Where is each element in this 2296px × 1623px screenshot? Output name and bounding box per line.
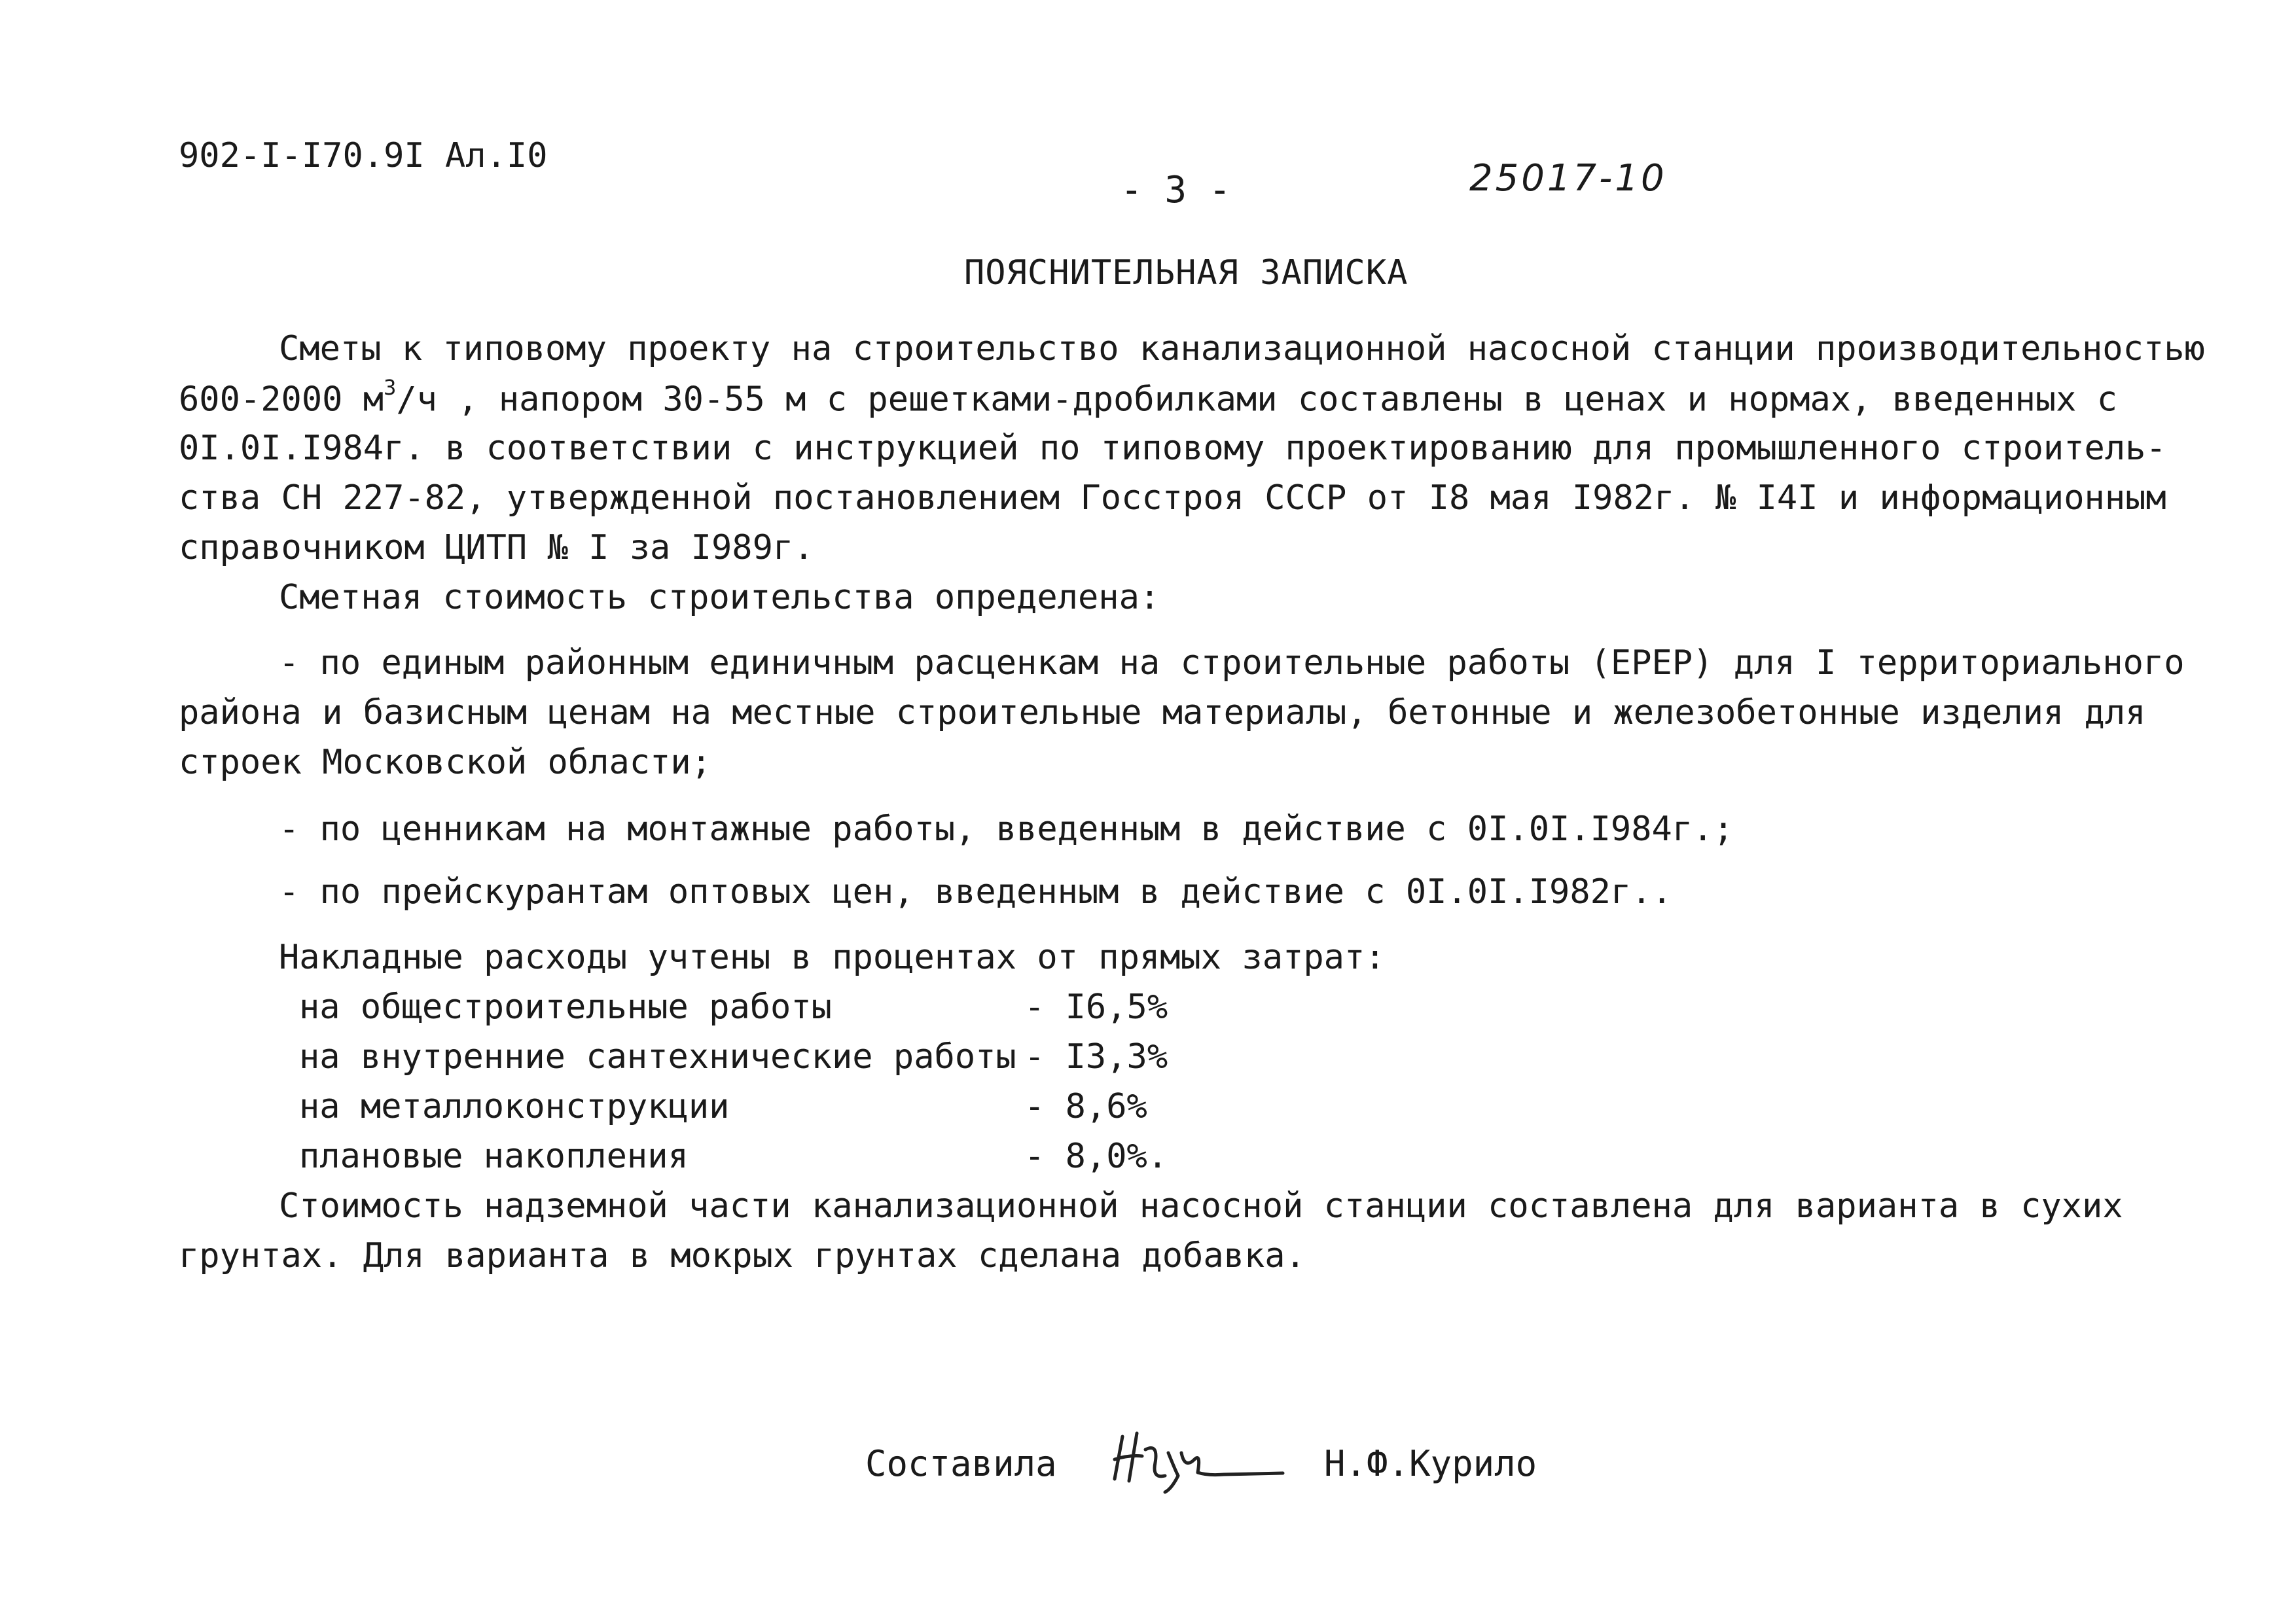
document-code: 902-I-I70.9I Ал.I0: [179, 136, 548, 175]
paragraph1-line3: 0I.0I.I984г. в соответствии с инструкцией по типовому проектированию для промышленного строитель-: [179, 429, 2166, 468]
paragraph1-line2-part2: /ч , напором 30-55 м с решетками-дробилками составлены в ценах и нормах, введенных с: [396, 380, 2118, 419]
signature-label: Составила: [865, 1443, 1057, 1484]
bullet2: - по ценникам на монтажные работы, введенным в действие с 0I.0I.I984г.;: [279, 810, 1734, 849]
overhead-item-label: на общестроительные работы: [299, 988, 832, 1027]
closing-line1: Стоимость надземной части канализационной насосной станции составлена для варианта в сухих: [279, 1186, 2123, 1226]
overhead-intro: Накладные расходы учтены в процентах от прямых затрат:: [279, 938, 1386, 977]
handwritten-signature: [1109, 1423, 1293, 1495]
page-title: ПОЯСНИТЕЛЬНАЯ ЗАПИСКА: [964, 253, 1408, 293]
paragraph1-line2-part1: 600-2000 м: [179, 380, 384, 419]
overhead-item-label: на внутренние сантехнические работы: [299, 1037, 1016, 1077]
closing-line2: грунтах. Для варианта в мокрых грунтах сделана добавка.: [179, 1236, 1306, 1275]
overhead-item-label: на металлоконструкции: [299, 1087, 730, 1126]
bullet1-line2: района и базисным ценам на местные строительные материалы, бетонные и железобетонные изделия для: [179, 693, 2146, 732]
signature-name: Н.Ф.Курило: [1324, 1443, 1537, 1484]
overhead-item-value: - I3,3%: [1024, 1037, 1168, 1077]
superscript-3: 3: [384, 375, 397, 400]
cost-intro: Сметная стоимость строительства определена:: [279, 578, 1160, 617]
overhead-item-value: - 8,0%.: [1024, 1137, 1168, 1176]
paragraph1-line5: справочником ЦИТП № I за I989г.: [179, 528, 814, 567]
bullet3: - по прейскурантам оптовых цен, введенным в действие с 0I.0I.I982г..: [279, 872, 1672, 912]
bullet1-line3: строек Московской области;: [179, 743, 711, 782]
overhead-item-value: - I6,5%: [1024, 988, 1168, 1027]
paragraph1-line2: [179, 375, 2118, 419]
paragraph1-line4: ства СН 227-82, утвержденной постановлением Госстроя СССР от I8 мая I982г. № I4I и информационным: [179, 478, 2166, 518]
paragraph1-line1: Сметы к типовому проекту на строительство канализационной насосной станции производительностью: [279, 329, 2205, 368]
page-number: - 3 -: [1121, 169, 1231, 211]
overhead-item-value: - 8,6%: [1024, 1087, 1147, 1126]
overhead-item-label: плановые накопления: [299, 1137, 689, 1176]
bullet1-line1: - по единым районным единичным расценкам на строительные работы (ЕРЕР) для I территориального: [279, 643, 2185, 683]
handwritten-number: 25017-10: [1469, 157, 1667, 200]
